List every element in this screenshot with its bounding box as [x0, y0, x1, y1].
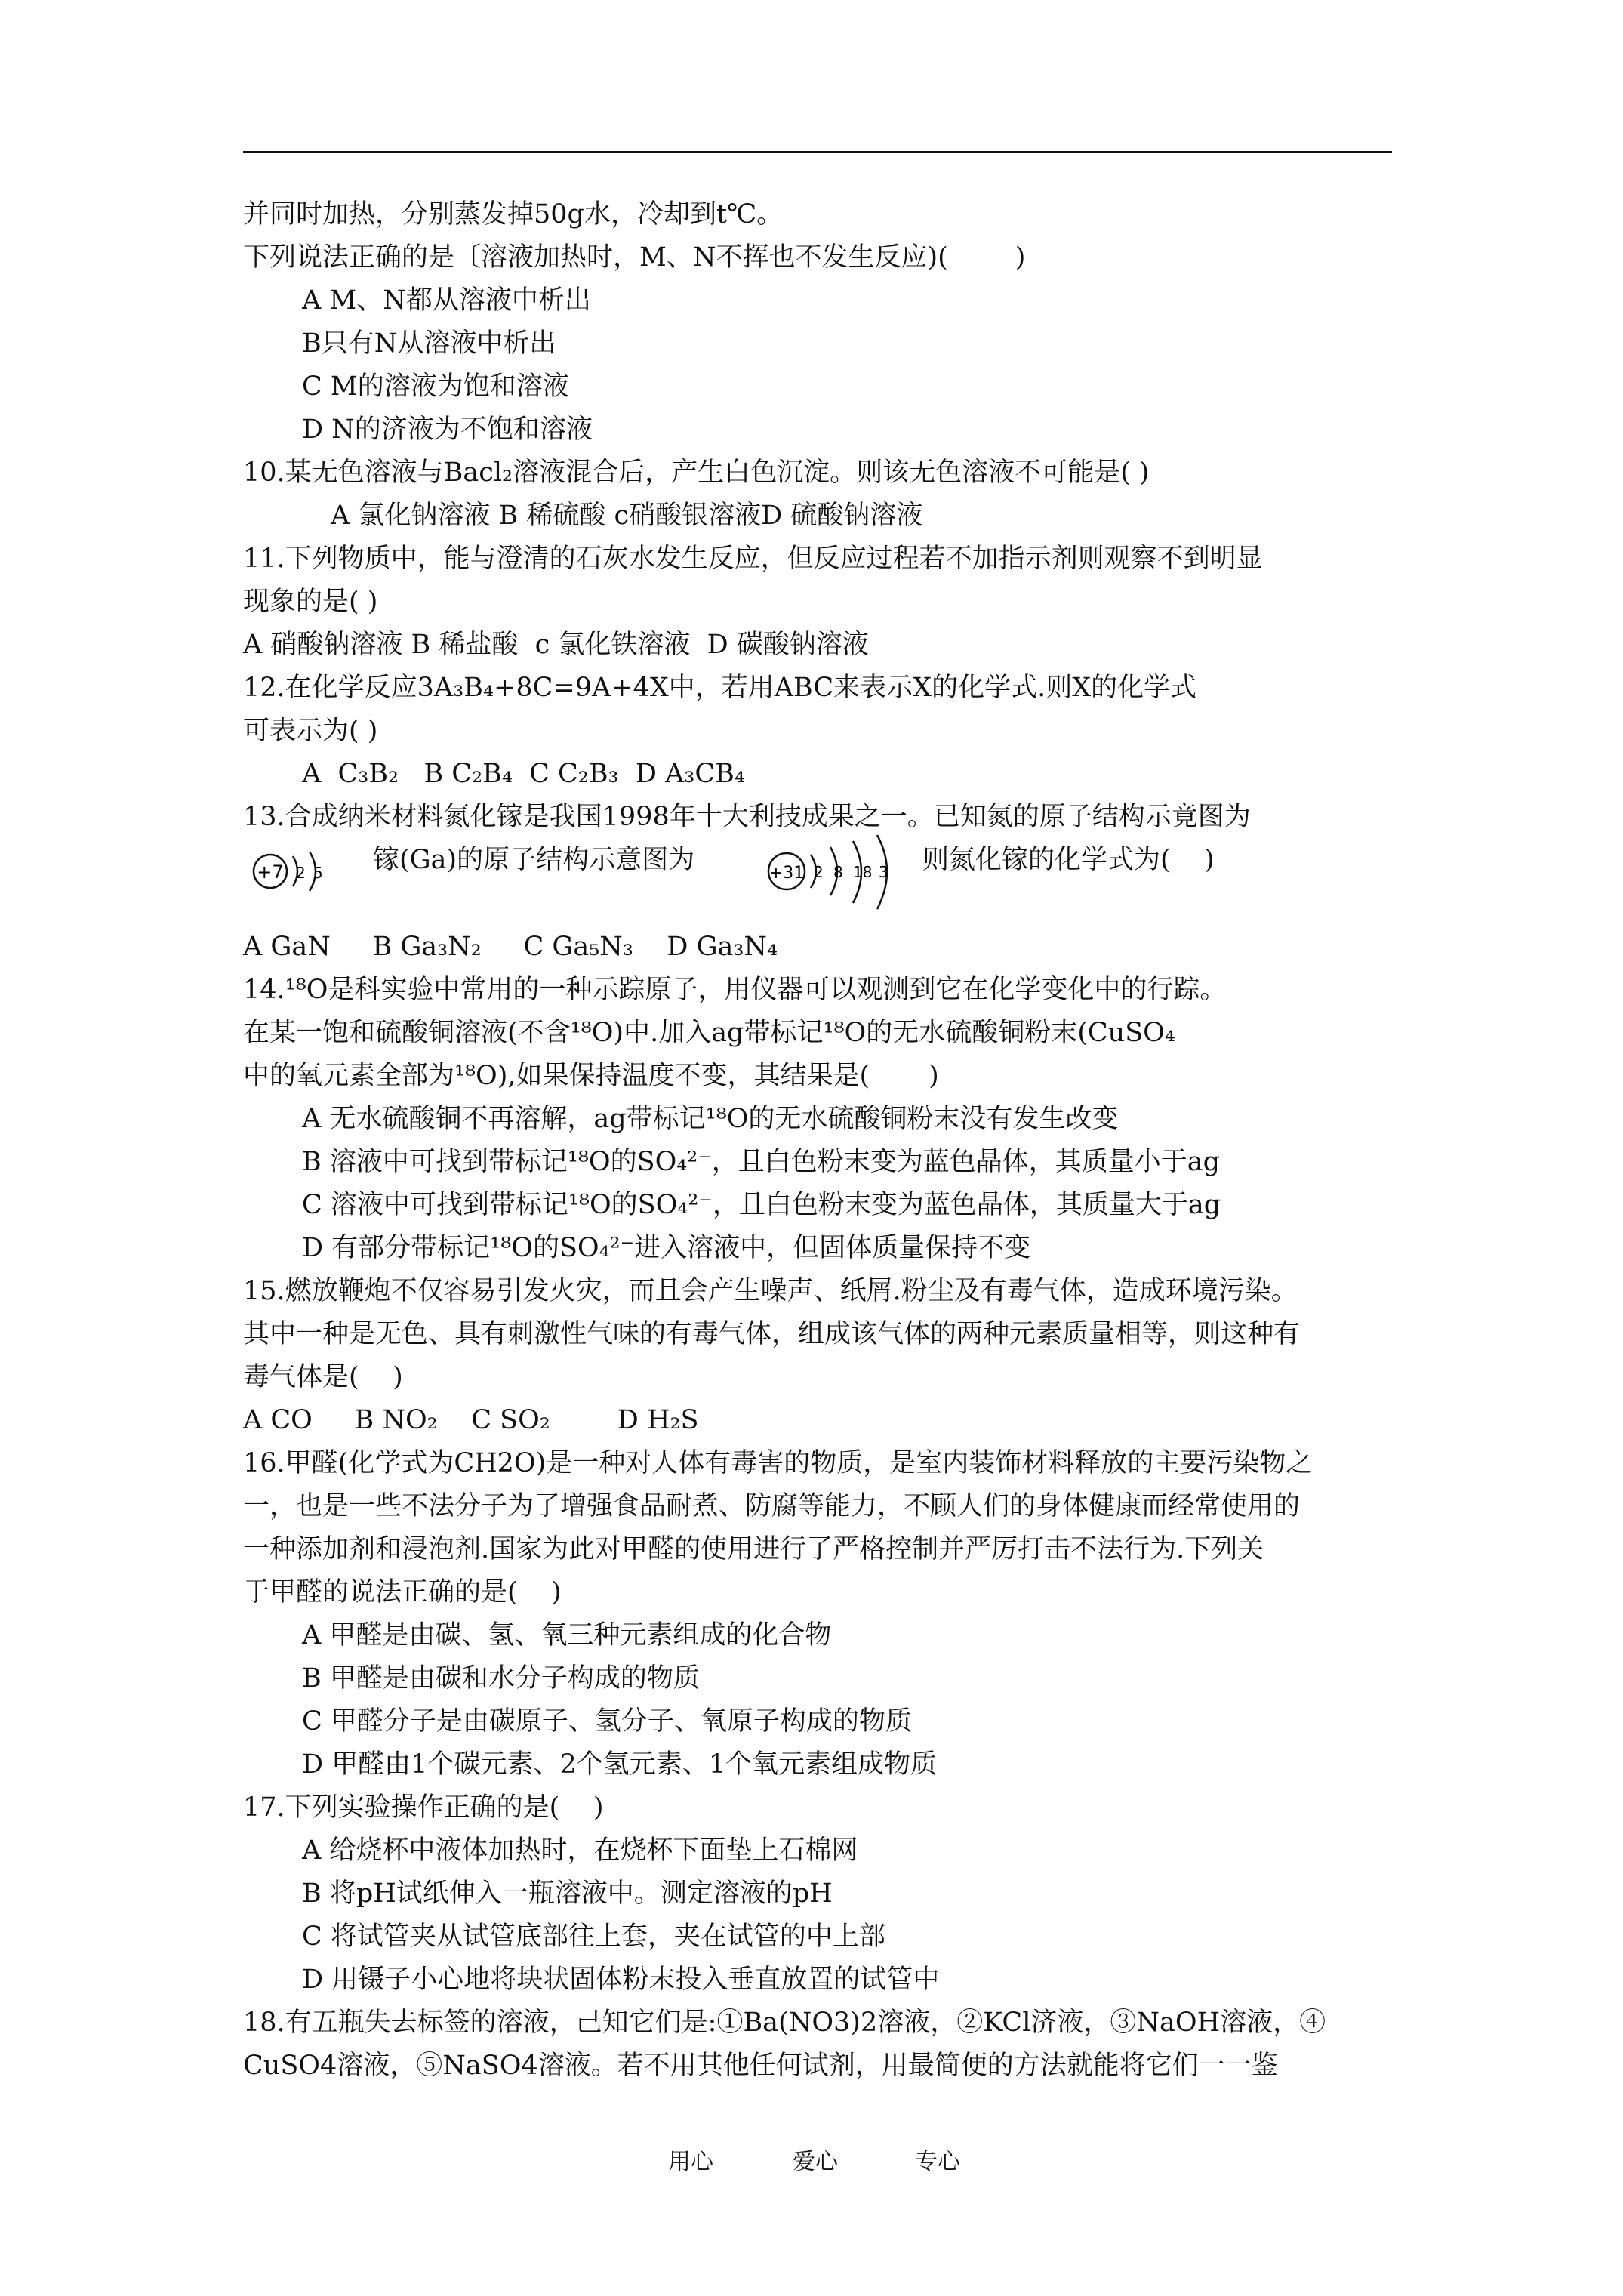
q16-option-a: A 甲醛是由碳、氢、氧三种元素组成的化合物 [302, 1620, 832, 1650]
question-11-stem: 11.下列物质中，能与澄清的石灰水发生反应，但反应过程若不加指示剂则观察不到明显 [243, 544, 1263, 574]
q15-options: A CO B NO₂ C SO₂ D H₂S [243, 1405, 699, 1435]
footer-middle: 爱心 [793, 2149, 838, 2175]
gallium-atom-diagram [764, 832, 915, 915]
q12-options: A C₃B₂ B C₂B₄ C C₂B₃ D A₃CB₄ [302, 759, 745, 789]
q17-option-a: A 给烧杯中液体加热时，在烧杯下面垫上石棉网 [302, 1835, 858, 1866]
q14-option-b: B 溶液中可找到带标记¹⁸O的SO₄²⁻，且白色粉末变为蓝色晶体，其质量小于ag [302, 1147, 1221, 1177]
shell-count-4: 3 [879, 863, 888, 881]
question-13-gallium-text: 镓(Ga)的原子结构示意图为 [373, 845, 695, 875]
header-rule [243, 151, 1392, 153]
q9-option-c: C M的溶液为饱和溶液 [302, 371, 569, 402]
q13-options: A GaN B Ga₃N₂ C Ga₅N₃ D Ga₃N₄ [243, 932, 778, 962]
q17-option-b: B 将pH试纸伸入一瓶溶液中。测定溶液的pH [302, 1878, 833, 1909]
shell-count-2: 5 [313, 864, 323, 882]
question-18-stem-cont: CuSO4溶液，⑤NaSO4溶液。若不用其他任何试剂，用最简便的方法就能将它们一一鉴 [243, 2051, 1278, 2081]
footer-left: 用心 [668, 2149, 713, 2175]
question-12-stem-cont: 可表示为( ) [243, 716, 378, 746]
question-17-stem: 17.下列实验操作正确的是( ) [243, 1792, 604, 1823]
question-15-stem: 15.燃放鞭炮不仅容易引发火灾，而且会产生噪声、纸屑.粉尘及有毒气体，造成环境污染。 [243, 1276, 1298, 1306]
question-14-stem-cont: 在某一饱和硫酸铜溶液(不含¹⁸O)中.加入ag带标记¹⁸O的无水硫酸铜粉末(CuSO₄ [243, 1018, 1175, 1048]
question-16-stem-cont: 一，也是一些不法分子为了增强食品耐煮、防腐等能力，不顾人们的身体健康而经常使用的 [243, 1491, 1301, 1521]
question-14-stem: 14.¹⁸O是科实验中常用的一种示踪原子，用仪器可以观测到它在化学变化中的行踪。 [243, 975, 1227, 1005]
nitrogen-atom-diagram [249, 846, 355, 898]
q14-option-c: C 溶液中可找到带标记¹⁸O的SO₄²⁻，且白色粉末变为蓝色晶体，其质量大于ag [302, 1190, 1221, 1220]
q14-option-a: A 无水硫酸铜不再溶解，ag带标记¹⁸O的无水硫酸铜粉末没有发生改变 [302, 1104, 1119, 1134]
question-11-stem-cont: 现象的是( ) [243, 587, 378, 617]
nucleus-charge: +31 [768, 864, 805, 883]
question-12-stem: 12.在化学反应3A₃B₄+8C=9A+4X中，若用ABC来表示X的化学式.则X的化学式 [243, 673, 1197, 703]
question-14-stem-cont2: 中的氧元素全部为¹⁸O),如果保持温度不变，其结果是( ) [243, 1061, 939, 1091]
question-16-stem-cont3: 于甲醛的说法正确的是( ) [243, 1577, 562, 1607]
question-18-stem: 18.有五瓶失去标签的溶液，己知它们是:①Ba(NO3)2溶液，②KCl济液，③NaOH溶液，④ [243, 2008, 1326, 2038]
text-line: 并同时加热，分别蒸发掉50g水，冷却到t℃。 [243, 199, 784, 230]
question-15-stem-cont2: 毒气体是( ) [243, 1362, 403, 1392]
footer-right: 专心 [915, 2149, 960, 2175]
q17-option-d: D 用镊子小心地将块状固体粉末投入垂直放置的试管中 [302, 1965, 940, 1995]
nucleus-charge: +7 [257, 861, 284, 883]
question-15-stem-cont: 其中一种是无色、具有刺激性气味的有毒气体，组成该气体的两种元素质量相等，则这种有 [243, 1319, 1301, 1349]
q9-option-b: B只有N从溶液中析出 [302, 328, 556, 359]
q16-option-c: C 甲醛分子是由碳原子、氢分子、氧原子构成的物质 [302, 1706, 912, 1737]
q17-option-c: C 将试管夹从试管底部往上套，夹在试管的中上部 [302, 1922, 885, 1952]
q9-option-a: A M、N都从溶液中析出 [302, 285, 591, 316]
q16-option-d: D 甲醛由1个碳元素、2个氢元素、1个氧元素组成物质 [302, 1749, 937, 1780]
shell-count-3: 18 [853, 863, 873, 881]
shell-count-2: 8 [833, 863, 843, 881]
question-13-prompt: 则氮化镓的化学式为( ) [922, 845, 1215, 875]
question-10-stem: 10.某无色溶液与Bacl₂溶液混合后，产生白色沉淀。则该无色溶液不可能是( ) [243, 458, 1150, 488]
question-9-stem: 下列说法正确的是〔溶液加热时，M、N不挥也不发生反应)( ) [243, 242, 1026, 273]
q16-option-b: B 甲醛是由碳和水分子构成的物质 [302, 1663, 700, 1693]
question-16-stem: 16.甲醛(化学式为CH2O)是一种对人体有毒害的物质，是室内装饰材料释放的主要污染物之 [243, 1448, 1313, 1478]
question-13-stem: 13.合成纳米材料氮化镓是我国1998年十大利技成果之一。已知氮的原子结构示竟图为 [243, 802, 1251, 832]
q10-options: A 氯化钠溶液 B 稀硫酸 c硝酸银溶液D 硫酸钠溶液 [331, 501, 923, 531]
shell-count-1: 2 [296, 864, 306, 882]
question-16-stem-cont2: 一种添加剂和浸泡剂.国家为此对甲醛的使用进行了严格控制并严厉打击不法行为.下列关 [243, 1534, 1264, 1564]
q9-option-d: D N的济液为不饱和溶液 [302, 415, 593, 445]
q14-option-d: D 有部分带标记¹⁸O的SO₄²⁻进入溶液中，但固体质量保持不变 [302, 1233, 1031, 1263]
shell-count-1: 2 [814, 863, 824, 881]
q11-options: A 硝酸钠溶液 B 稀盐酸 c 氯化铁溶液 D 碳酸钠溶液 [243, 630, 869, 660]
